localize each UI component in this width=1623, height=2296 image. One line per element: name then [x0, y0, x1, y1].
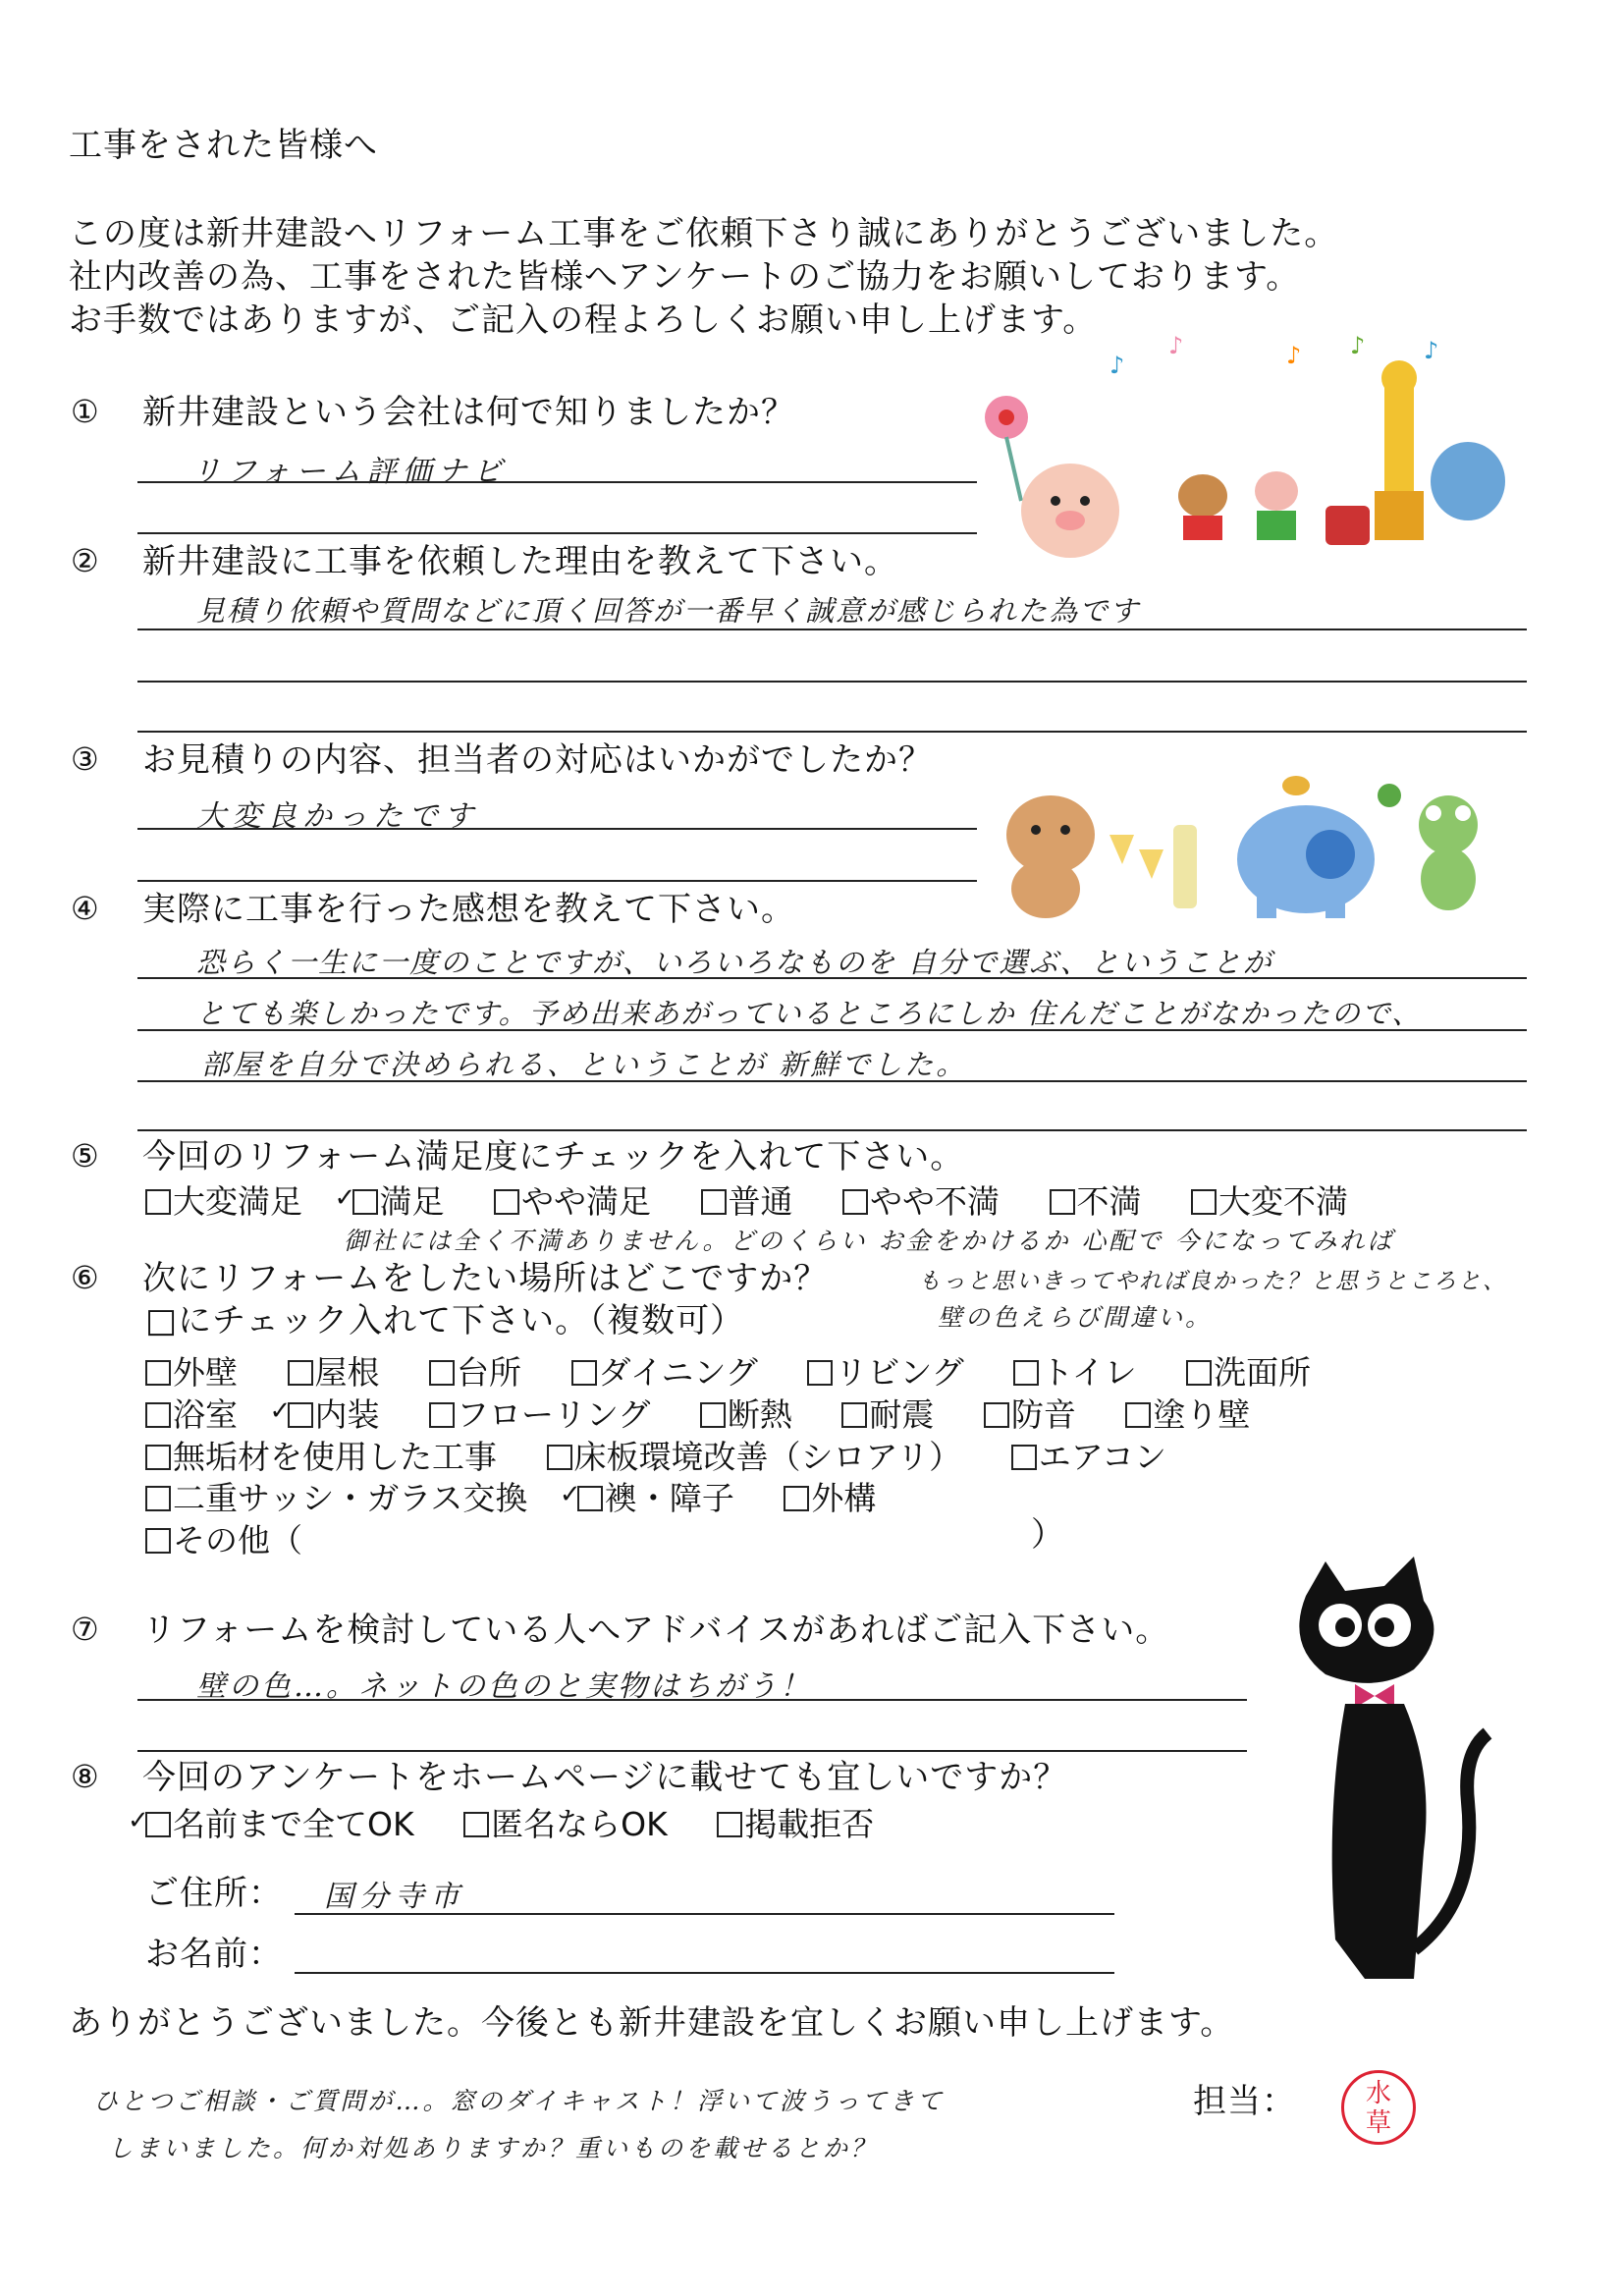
staff-stamp: 水草 [1341, 2070, 1416, 2145]
intro-line-3: お手数ではありますが、ご記入の程よろしくお願い申し上げます。 [69, 301, 1098, 340]
q6-option-aircon[interactable]: エアコン [1011, 1432, 1166, 1478]
q5-options [145, 1176, 1349, 1223]
q5-option-5[interactable]: やや不満 [842, 1176, 1000, 1223]
party-animals-illustration [992, 766, 1522, 923]
q6-note-2: もっと思いきってやれば良かった？と思うところと、 [918, 1269, 1507, 1294]
q5-option-1[interactable]: 大変満足 [145, 1176, 302, 1223]
q6-option-double-sash[interactable]: 二重サッシ・ガラス交換 [145, 1473, 527, 1519]
q6-option-flooring[interactable]: フローリング [429, 1390, 650, 1436]
q4-line-4 [137, 1129, 1527, 1131]
q5-option-7[interactable]: 大変不満 [1191, 1176, 1348, 1223]
q6-option-washroom[interactable]: 洗面所 [1186, 1347, 1311, 1394]
q8-number: ⑧ [71, 1758, 99, 1795]
svg-text:♪: ♪ [1286, 342, 1302, 369]
q5-option-3[interactable]: やや満足 [494, 1176, 651, 1223]
checkbox[interactable] [984, 1402, 1009, 1428]
checkbox[interactable] [1186, 1360, 1212, 1386]
q1-line-2 [137, 532, 977, 534]
checkbox-checked[interactable] [145, 1812, 171, 1837]
q6-other-close: ） [1031, 1515, 1065, 1555]
q4-answer-1: 恐らく一生に一度のことですが、いろいろなものを 自分で選ぶ、ということが [196, 946, 1273, 979]
q6-option-interior[interactable]: ✓ 内装 [288, 1390, 380, 1436]
q8-question: 今回のアンケートをホームページに載せても宜しいですか？ [142, 1758, 1068, 1797]
q3-question: お見積りの内容、担当者の対応はいかがでしたか？ [142, 740, 933, 780]
q6-option-fusuma[interactable]: ✓ 襖・障子 [577, 1473, 734, 1519]
q5-option-4[interactable]: 普通 [701, 1176, 793, 1223]
checkbox-checked[interactable] [288, 1402, 313, 1428]
extra-note-2: しまいました。何か対処ありますか？重いものを載せるとか？ [108, 2134, 879, 2162]
q2-line-3 [137, 731, 1527, 733]
checkbox-checked[interactable] [352, 1189, 378, 1215]
q6-instruction: □にチェック入れて下さい。（複数可） [145, 1301, 745, 1340]
checkbox[interactable] [145, 1486, 171, 1511]
band-animals-illustration [962, 334, 1512, 560]
q6-option-living[interactable]: リビング [807, 1347, 963, 1394]
q6-row-5 [145, 1515, 303, 1561]
staff-label: 担当： [1193, 2082, 1296, 2121]
checkbox[interactable] [807, 1360, 833, 1386]
checkbox[interactable] [1011, 1445, 1037, 1470]
q6-question: 次にリフォームをしたい場所はどこですか？ [142, 1259, 829, 1298]
q8-option-full[interactable]: ✓名前まで全てOK [145, 1799, 414, 1845]
q4-answer-3: 部屋を自分で決められる、ということが 新鮮でした。 [201, 1048, 968, 1081]
q6-row-1 [145, 1347, 1312, 1394]
q5-note: 御社には全く不満ありません。どのくらい お金をかけるか 心配で 今になってみれば [344, 1227, 1395, 1255]
checkbox[interactable] [784, 1486, 809, 1511]
q4-question: 実際に工事を行った感想を教えて下さい。 [142, 890, 795, 929]
intro-line-1: この度は新井建設へリフォーム工事をご依頼下さり誠にありがとうございました。 [69, 214, 1339, 253]
q7-line-2 [137, 1750, 1247, 1752]
q6-option-soundproof[interactable]: 防音 [984, 1390, 1076, 1436]
svg-text:♪: ♪ [1424, 337, 1439, 364]
q6-row-4 [145, 1473, 877, 1519]
extra-note-1: ひとつご相談・ご質問が…。窓のダイキャスト！浮いて波うってきて [93, 2087, 946, 2115]
q2-number: ② [71, 542, 99, 579]
q6-option-outer-wall[interactable]: 外壁 [145, 1347, 238, 1394]
q4-line-1 [137, 977, 1527, 979]
checkbox[interactable] [145, 1360, 171, 1386]
q8-options [145, 1799, 875, 1845]
checkbox[interactable] [429, 1402, 455, 1428]
q6-note-3: 壁の色えらび間違い。 [938, 1303, 1214, 1332]
closing-text: ありがとうございました。今後とも新井建設を宜しくお願い申し上げます。 [69, 2003, 1235, 2043]
q1-line-1 [137, 481, 977, 483]
q8-option-anonymous[interactable]: 匿名ならOK [463, 1799, 668, 1845]
q6-row-3 [145, 1432, 1167, 1478]
checkbox[interactable] [841, 1402, 867, 1428]
svg-text:♪: ♪ [1109, 352, 1125, 379]
q1-number: ① [71, 393, 99, 430]
q6-option-roof[interactable]: 屋根 [288, 1347, 380, 1394]
q7-line-1 [137, 1699, 1247, 1701]
q3-line-2 [137, 880, 977, 882]
name-label: お名前： [145, 1935, 283, 1974]
q2-question: 新井建設に工事を依頼した理由を教えて下さい。 [142, 542, 898, 581]
black-cat-illustration [1267, 1557, 1492, 1998]
q7-answer: 壁の色…。ネットの色のと実物はちがう！ [196, 1669, 812, 1704]
q1-answer: リフォーム評価ナビ [191, 455, 509, 489]
q6-number: ⑥ [71, 1259, 99, 1296]
checkbox[interactable] [717, 1812, 742, 1837]
q3-number: ③ [71, 740, 99, 778]
q5-question: 今回のリフォーム満足度にチェックを入れて下さい。 [142, 1137, 965, 1176]
q4-line-2 [137, 1029, 1527, 1031]
address-line[interactable] [295, 1913, 1114, 1915]
checkbox[interactable] [1013, 1360, 1039, 1386]
checkbox[interactable] [145, 1445, 171, 1470]
checkbox[interactable] [288, 1360, 313, 1386]
q4-line-3 [137, 1080, 1527, 1082]
q6-option-plaster-wall[interactable]: 塗り壁 [1125, 1390, 1250, 1436]
checkbox[interactable] [145, 1528, 171, 1554]
checkbox[interactable] [1050, 1189, 1075, 1215]
q1-question: 新井建設という会社は何で知りましたか？ [142, 393, 795, 432]
q2-answer: 見積り依頼や質問などに頂く回答が一番早く誠意が感じられた為です [196, 594, 1141, 628]
checkbox[interactable] [1125, 1402, 1151, 1428]
q4-number: ④ [71, 890, 99, 927]
q5-number: ⑤ [71, 1137, 99, 1175]
checkbox-checked[interactable] [577, 1486, 603, 1511]
q3-line-1 [137, 828, 977, 830]
checkbox[interactable] [571, 1360, 597, 1386]
checkbox[interactable] [701, 1189, 727, 1215]
q5-option-2[interactable]: ✓ 満足 [352, 1176, 445, 1223]
q3-answer: 大変良かったです [196, 799, 479, 834]
checkbox[interactable] [494, 1189, 519, 1215]
q7-number: ⑦ [71, 1611, 99, 1648]
q2-line-2 [137, 681, 1527, 683]
checkbox[interactable] [145, 1189, 171, 1215]
svg-text:♪: ♪ [1168, 334, 1184, 359]
checkbox[interactable] [1191, 1189, 1217, 1215]
q6-option-exterior[interactable]: 外構 [784, 1473, 876, 1519]
checkbox[interactable] [547, 1445, 572, 1470]
q6-option-seismic[interactable]: 耐震 [841, 1390, 934, 1436]
greeting: 工事をされた皆様へ [69, 126, 378, 165]
intro-line-2: 社内改善の為、工事をされた皆様へアンケートのご協力をお願いしております。 [69, 257, 1301, 297]
svg-text:♪: ♪ [1350, 334, 1366, 359]
checkbox[interactable] [463, 1812, 489, 1837]
q7-question: リフォームを検討している人へアドバイスがあればご記入下さい。 [142, 1611, 1170, 1650]
name-line[interactable] [295, 1972, 1114, 1974]
q2-line-1 [137, 629, 1527, 630]
q6-option-solid-wood[interactable]: 無垢材を使用した工事 [145, 1432, 497, 1478]
checkbox[interactable] [145, 1402, 171, 1428]
q4-answer-2: とても楽しかったです。予め出来あがっているところにしか 住んだことがなかったので、 [196, 997, 1423, 1030]
address-value: 国分寺市 [324, 1880, 465, 1914]
q6-option-dining[interactable]: ダイニング [571, 1347, 758, 1394]
checkbox[interactable] [700, 1402, 726, 1428]
q6-option-termite[interactable]: 床板環境改善（シロアリ） [547, 1432, 962, 1478]
q8-option-refuse[interactable]: 掲載拒否 [717, 1799, 874, 1845]
address-label: ご住所： [145, 1874, 283, 1913]
q6-row-2 [145, 1390, 1251, 1436]
q6-option-bathroom[interactable]: 浴室 [145, 1390, 238, 1436]
q6-option-insulation[interactable]: 断熱 [700, 1390, 792, 1436]
q6-option-other[interactable]: その他（ [145, 1515, 302, 1561]
q6-option-toilet[interactable]: トイレ [1013, 1347, 1136, 1394]
checkbox[interactable] [842, 1189, 868, 1215]
q5-option-6[interactable]: 不満 [1050, 1176, 1142, 1223]
q6-option-kitchen[interactable]: 台所 [429, 1347, 521, 1394]
checkbox[interactable] [429, 1360, 455, 1386]
